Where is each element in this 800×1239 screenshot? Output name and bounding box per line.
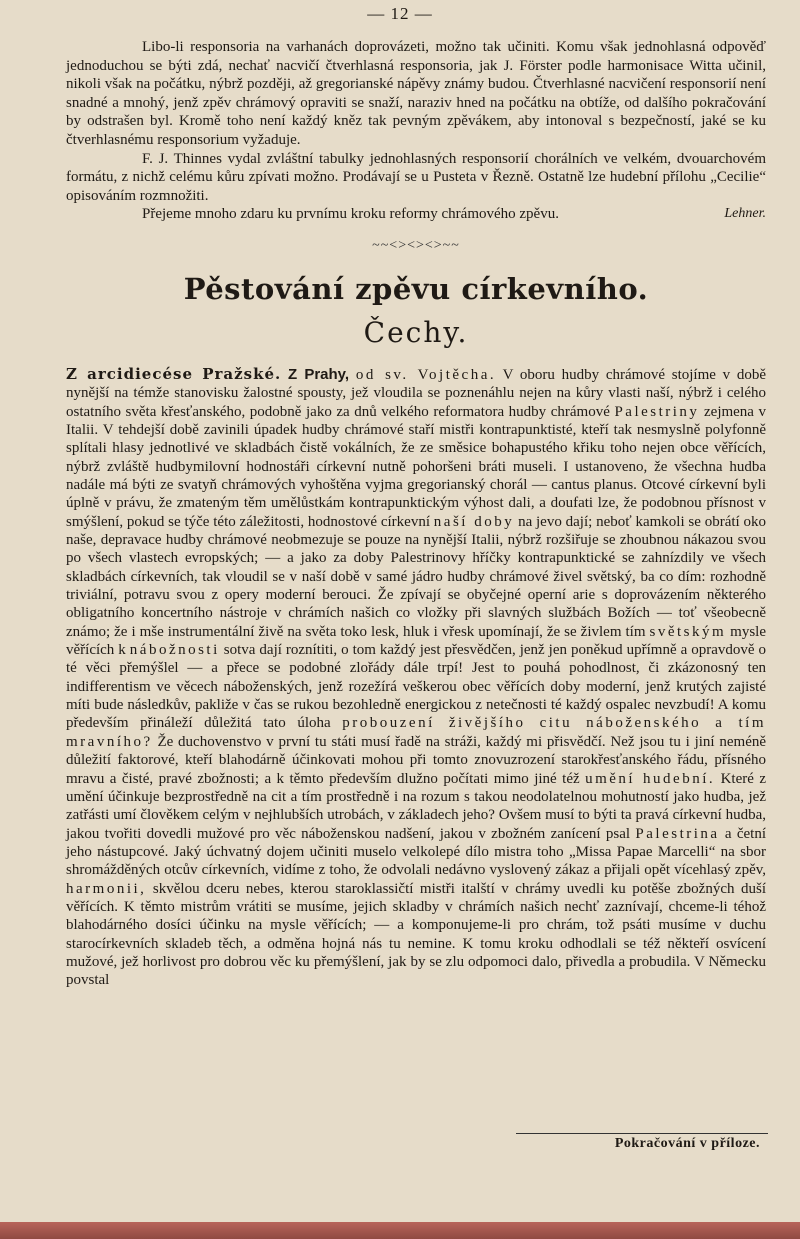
- article-text-b: zejmena v Italii. V tehdejší době zavinili úpadek hudby chrámové staří mistři kontrapunktisté, kteří tak nesmyslně polyfonně splítali hlasy jednotlivé ve skladbách čistě vokálních, že ze směsice bohapustého křiku toho nejen obce věřících, nýbrž zvláště hudbymilovní hodnostáři církevní nutně pohoršeni bráti museli. I ustanoveno, že všechna hudba nadále má býti ze svatyň chrámových vyhoštěna vyjma gregorianský chorál — cantus planus. Otcové církevní byli úplně v právu, že zmateným těm umělůstkám kontrapunktickým výhost dali, a doufati lze, že podobnou přísnost v smýšlení, pokud se týče této záležitosti, hodnostové církevní: [66, 403, 767, 530]
- intro-paragraph-2: F. J. Thinnes vydal zvláštní tabulky jednohlasných responsorií chorálních ve velkém, dvouarchovém formátu, z nichž celému kůru zpívati možno. Prodávají se u Pusteta v Řezně. Ostatně lze hudební přílohu „Cecilie“ opisováním rozmnožiti.: [66, 150, 766, 204]
- emph-umeni-hudebni: umění hudební.: [585, 770, 716, 787]
- ornament-divider: ~~<><><>~~: [372, 237, 460, 253]
- article-body: [66, 365, 766, 990]
- article-lead-place: Z Prahy,: [288, 365, 350, 383]
- emph-probouzeni: probouzení živějšího citu náboženského a tím mravního?: [66, 715, 767, 750]
- continuation-note: Pokračování v příloze.: [614, 1136, 760, 1151]
- continuation-rule: [516, 1133, 768, 1134]
- article-text-f: Že duchovenstvo v první tu státi musí řadě na stráži, každý mi přisvědčí. Než jsou tu i jiní neméně důležití faktorové, kteří blahodárně účinkovati mohou při tomto znovuzrození starokřesťanského řádu, přísného mravu a čisté, pravé zbožnosti; a k těmto především dlužno počítati mimo jiné též: [66, 733, 767, 787]
- article-lead-from: od sv. Vojtěcha.: [355, 366, 497, 383]
- content: [66, 38, 766, 990]
- intro-paragraph-3: [66, 205, 766, 224]
- page-number: — 12 —: [367, 4, 433, 23]
- article-lead-heading: Z arcidiecése Pražské.: [66, 364, 282, 383]
- emph-palestriny: Palestriny: [614, 403, 700, 420]
- emph-naboznosti: nábožnosti: [129, 642, 220, 659]
- section-subtitle: Čechy.: [363, 315, 469, 349]
- article-text-c: na jevo dají; neboť kamkoli se obrátí oko naše, depravace hudby chrámové neobmezuje se pouze na nynější Italii, nýbrž rozšiřuje se zhoubnou nákazou svou po všech vlastech evropských; — a jako za doby Palestrinovy hříčky kontrapunktické se zahnízdily ve všech skladbách církevních, tak vloudil se v naší době v samé jádro hudby chrámové živel světský, ba co dím: rozhodně triviální, potravu svou z opery moderní berouci. Že zpívají se obyčejné operní arie s doprovázením některého obligatního koncertního nástroje v chrámích našich co vložky při slavných službách Božích — toť všeobecně známo; že i mše instrumentální živě na světa toko lesk, hluk i vřesk upomínají, že se živlem tím: [66, 513, 766, 640]
- article-text-d: mysle věřících k: [66, 623, 766, 659]
- article-text-g: Které z umění účinkuje bezprostředně na cit a tím prostředně i na rozum s takou neodolatelnou mohutností jako hudba, jež zatřásti umí člověkem celým v nejhlubších utrobách, v základech jeho? Ovšem musí to býti ta pravá církevní hudba, jakou tvořiti dovedli mužové pro věc náboženskou nadšení, jakou v zbožném zanícení psal: [66, 770, 766, 842]
- article-text-a: V oboru hudby chrámové stojíme v době nynější na témže stanovisku žalostné spousty, jež vloudila se poznenáhlu nejen na kůry vlasti naší, nýbrž i celého ostatního světa křesťanského, podobně jako za dnů velkého reformatora hudby chrámové: [66, 366, 767, 420]
- section-title: Pěstování zpěvu církevního.: [183, 271, 649, 306]
- article-text-i: skvělou dceru nebes, kterou staroklassičtí mistři italští v chrámy uvedli ku potěše zbožných duší věřících. K těmto mistrům vrátiti se musíme, jejich skladby v chrámích našich nechť zaznívají, chceme-li téhož blahodárného dosíci účinku na mysle věřících; — a komponujeme-li pro chrám, tož psáti musíme v duchu starocírkevních skladeb těch, a odměna hojná nás tu nemine. K tomu kroku odhodlali se též někteří osvícení mužové, jež horlivost pro dobrou věc ku přemýšlení, jak by se zlu odpomoci dalo, přivedla a probudila. V Německu povstal: [66, 880, 766, 989]
- intro-paragraph-1: Libo-li responsoria na varhanách doprovázeti, možno tak učiniti. Komu však jednohlasná odpověď jednoduchou se býti zdá, nechať nacvičí čtverhlasná responsoria, jak J. Förster podle harmonisace Witta učinil, nikoli však na počátku, nýbrž později, až gregorianské nápěvy známy budou. Čtverhlasné nacvičení responsorií není snadné a mnohý, jenž zpěv chrámový opraviti se snaží, naraziv hned na počátku na obtíže, od dalšího pokračování by odstrašen byl. Kromě toho není každý kněz tak pevným zpěvákem, aby intonoval s bezpečností, jaké se ku čtverhlasnému responsorium vyžaduje.: [66, 39, 766, 148]
- emph-palestrina: Palestrina: [635, 825, 720, 842]
- article-text-h: a četní jeho nástupcové. Jaký úchvatný dojem učiniti muselo velkolepé dílo mistra toho „Missa Papae Marcelli“ na sbor shromážděných otcův církevních, vidíme z toho, že odvolali nedávno vyslovený zákaz a přijali opět vícehlasý zpěv,: [66, 825, 767, 879]
- author-signature: Lehner.: [724, 206, 766, 222]
- page-edge-band: [0, 1222, 800, 1239]
- emph-harmonii: harmonii,: [66, 880, 147, 897]
- article-text-e: sotva dají roznítiti, o tom každý jest přesvědčen, jenž jen poněkud upřímně a opravdově o té věci přemýšlel — a přece se podobné zlořády dále trpí! Jest to pouhá pohodlnost, či zkázonosný ten indifferentism ve věcech náboženských, jenž rozežírá veškerou obec věřících doby moderní, jenž krutých zajisté míti bude následkův, pakliže v čas se rukou bezohledně energickou z netečnosti té každý ospalec nevzbudí! A komu především přináleží důležitá tato úloha: [66, 642, 767, 732]
- emph-svetskym: světským: [649, 623, 727, 640]
- intro-paragraph-3-text: Přejeme mnoho zdaru ku prvnímu kroku reformy chrámového zpěvu.: [142, 206, 559, 223]
- emph-nasi-doby: naší doby: [433, 513, 515, 530]
